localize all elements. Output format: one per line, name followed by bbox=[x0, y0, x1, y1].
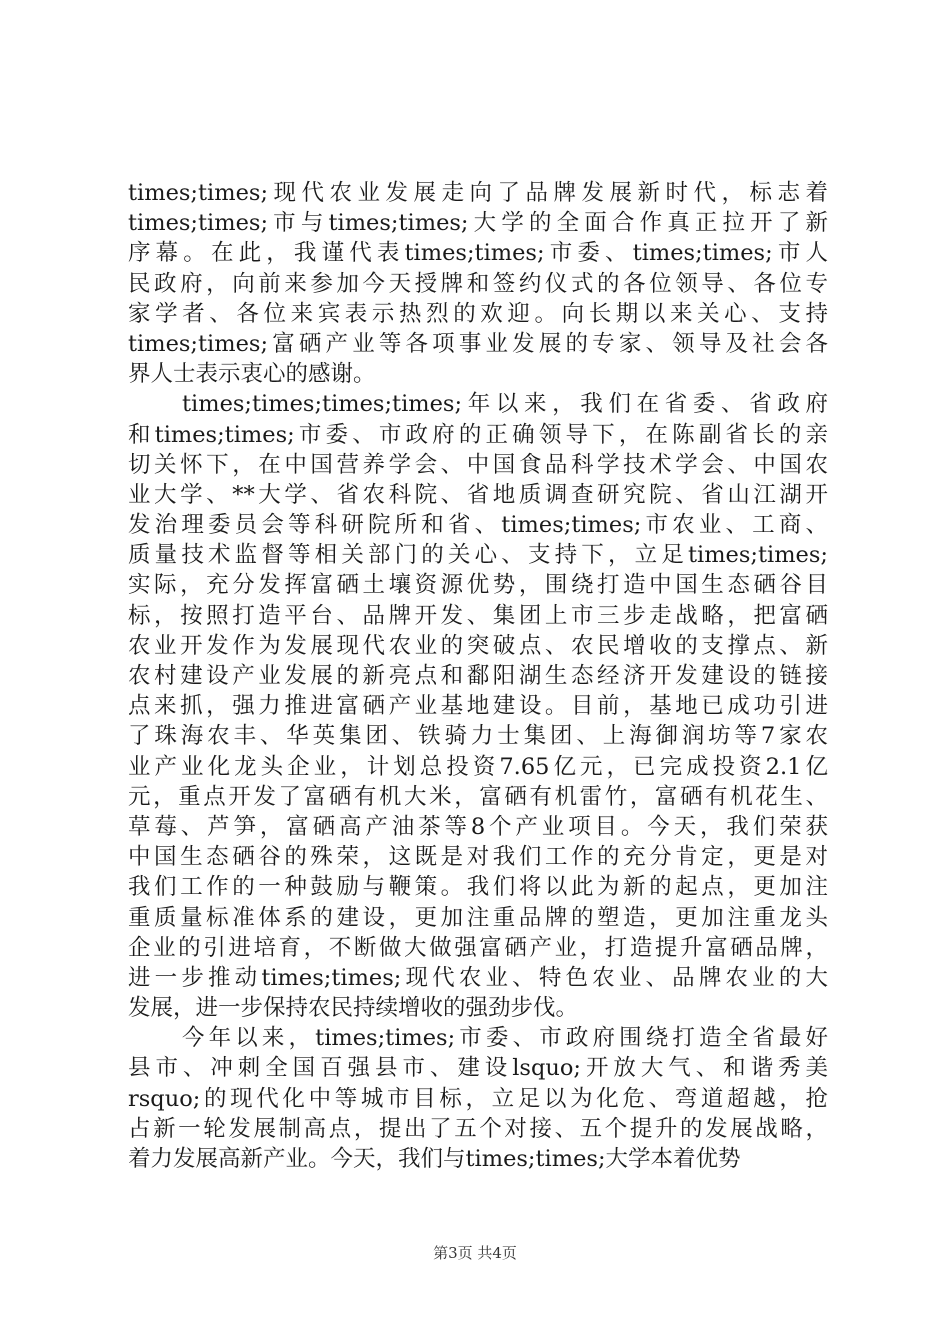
document-body bbox=[128, 178, 828, 1174]
text-line: 切关怀下，在中国营养学会、中国食品科学技术学会、中国农 bbox=[128, 451, 828, 478]
text-line: 实际，充分发挥富硒土壤资源优势，围绕打造中国生态硒谷目 bbox=[128, 572, 828, 599]
text-line: 点来抓，强力推进富硒产业基地建设。目前，基地已成功引进 bbox=[128, 693, 828, 720]
paragraph bbox=[128, 389, 828, 1023]
text-line: 业大学、**大学、省农科院、省地质调查研究院、省山江湖开 bbox=[128, 481, 828, 508]
text-line: times;times;times;times;年以来，我们在省委、省政府 bbox=[182, 391, 828, 418]
text-line: 和times;times;市委、市政府的正确领导下，在陈副省长的亲 bbox=[128, 421, 828, 448]
text-line: 我们工作的一种鼓励与鞭策。我们将以此为新的起点，更加注 bbox=[128, 874, 828, 901]
text-line: 质量技术监督等相关部门的关心、支持下，立足times;times; bbox=[128, 542, 828, 569]
text-line: 业产业化龙头企业，计划总投资7.65亿元，已完成投资2.1亿 bbox=[128, 753, 828, 780]
text-line: 重质量标准体系的建设，更加注重品牌的塑造，更加注重龙头 bbox=[128, 904, 828, 931]
text-line: 发治理委员会等科研院所和省、times;times;市农业、工商、 bbox=[128, 512, 828, 539]
text-line: 农业开发作为发展现代农业的突破点、农民增收的支撑点、新 bbox=[128, 632, 828, 659]
text-line: 企业的引进培育，不断做大做强富硒产业，打造提升富硒品牌， bbox=[128, 934, 828, 961]
text-line: times;times;富硒产业等各项事业发展的专家、领导及社会各 bbox=[128, 330, 828, 357]
paragraph bbox=[128, 178, 828, 389]
text-line: 草莓、芦笋，富硒高产油茶等8个产业项目。今天，我们荣获 bbox=[128, 813, 828, 840]
text-line: 发展，进一步保持农民持续增收的强劲步伐。 bbox=[128, 995, 579, 1022]
text-line: 农村建设产业发展的新亮点和鄱阳湖生态经济开发建设的链接 bbox=[128, 663, 828, 689]
paragraph bbox=[128, 1023, 828, 1174]
page-footer: 第3页 共4页 bbox=[433, 1244, 517, 1262]
text-line: times;times;市与times;times;大学的全面合作真正拉开了新 bbox=[128, 210, 828, 237]
text-line: 界人士表示衷心的感谢。 bbox=[128, 361, 376, 388]
text-line: rsquo;的现代化中等城市目标，立足以为化危、弯道超越，抢 bbox=[128, 1085, 828, 1112]
text-line: 民政府，向前来参加今天授牌和签约仪式的各位领导、各位专 bbox=[128, 270, 828, 297]
text-line: 元，重点开发了富硒有机大米，富硒有机雷竹，富硒有机花生、 bbox=[128, 783, 828, 810]
text-line: 县市、冲刺全国百强县市、建设lsquo;开放大气、和谐秀美 bbox=[128, 1055, 828, 1082]
text-line: 序幕。在此，我谨代表times;times;市委、times;times;市人 bbox=[128, 240, 828, 267]
text-line: 进一步推动times;times;现代农业、特色农业、品牌农业的大 bbox=[128, 964, 828, 991]
text-line: 家学者、各位来宾表示热烈的欢迎。向长期以来关心、支持 bbox=[128, 300, 828, 327]
text-line: times;times;现代农业发展走向了品牌发展新时代，标志着 bbox=[128, 180, 828, 206]
text-line: 了珠海农丰、华英集团、铁骑力士集团、上海御润坊等7家农 bbox=[128, 723, 828, 750]
text-line: 标，按照打造平台、品牌开发、集团上市三步走战略，把富硒 bbox=[128, 602, 828, 629]
text-line: 着力发展高新产业。今天，我们与times;times;大学本着优势 bbox=[128, 1146, 741, 1172]
text-line: 中国生态硒谷的殊荣，这既是对我们工作的充分肯定，更是对 bbox=[128, 844, 828, 871]
text-line: 今年以来，times;times;市委、市政府围绕打造全省最好 bbox=[182, 1025, 828, 1052]
text-line: 占新一轮发展制高点，提出了五个对接、五个提升的发展战略， bbox=[128, 1115, 828, 1142]
